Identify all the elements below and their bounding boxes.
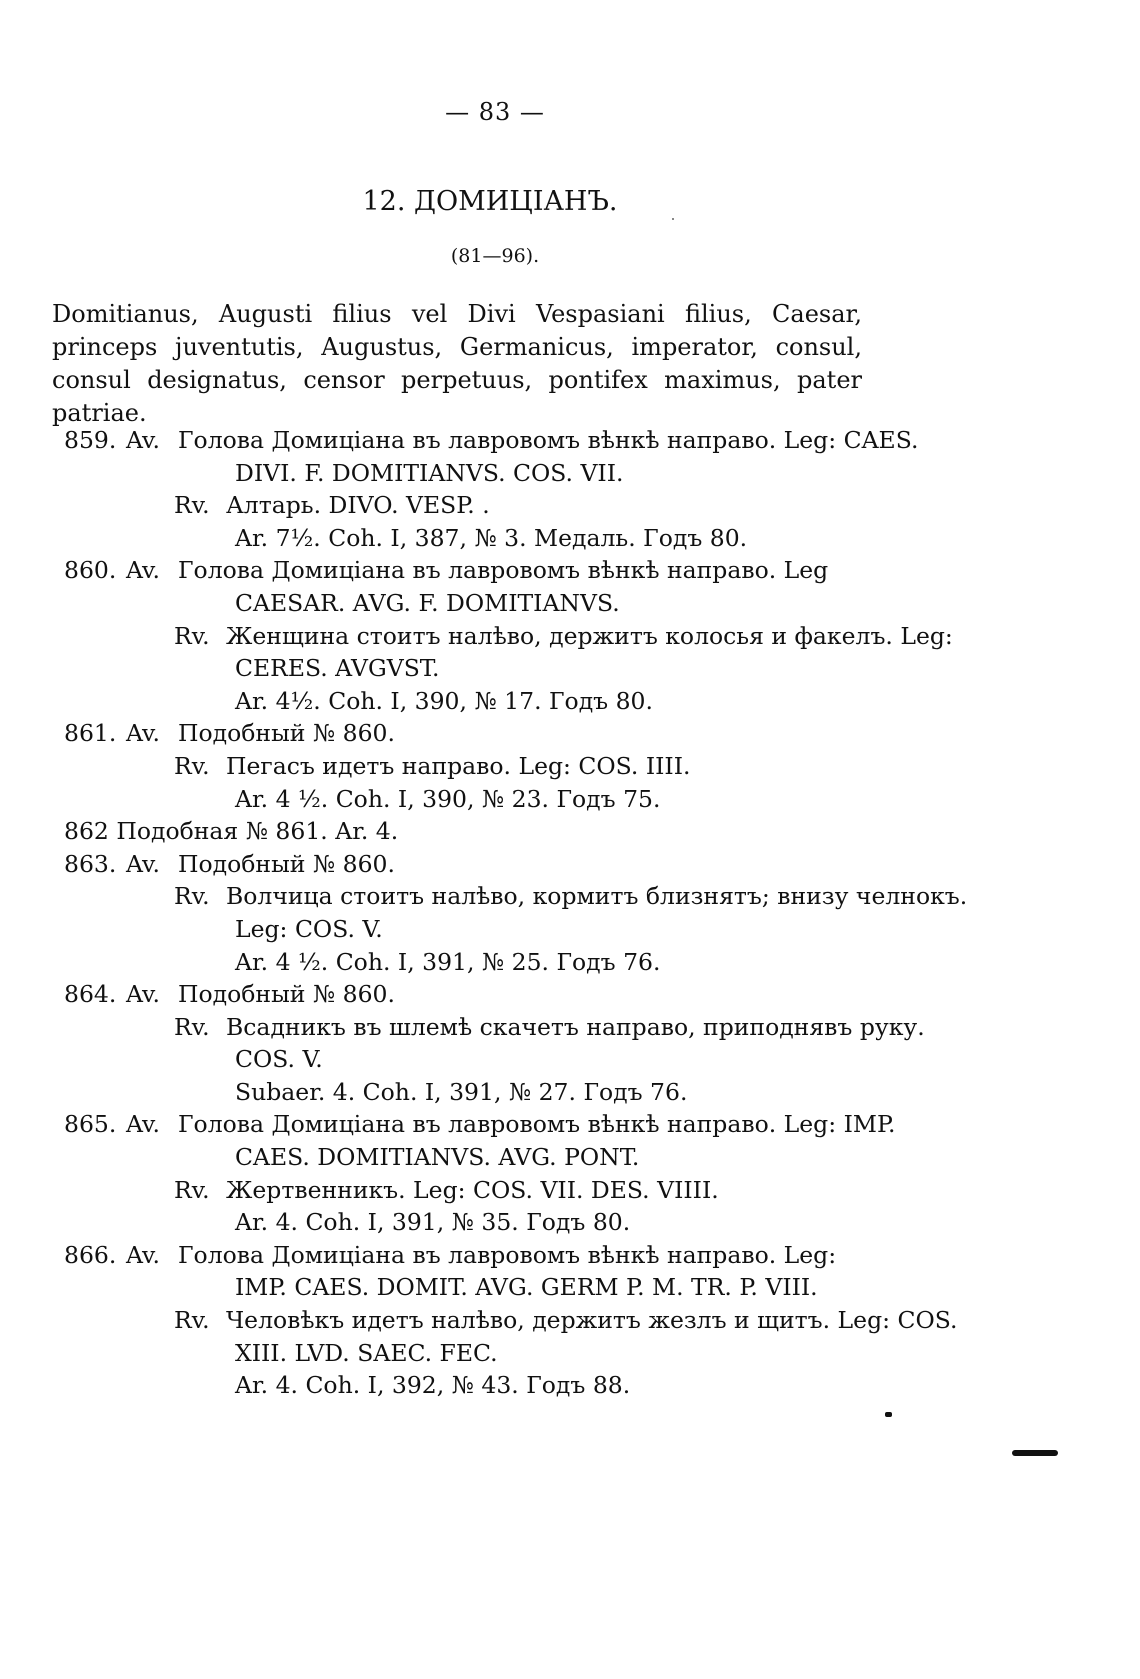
obverse-label: Av. — [126, 849, 160, 878]
reverse-description-continued: CERES. AVGVST. — [235, 654, 440, 683]
entry-number: 861. — [64, 719, 117, 748]
catalogue-entry-865 — [52, 1108, 896, 1141]
metal-reference: Ar. 4. Coh. I, 392, № 43. Годъ 88. — [235, 1371, 631, 1400]
reverse-label: Rv. — [174, 621, 210, 650]
metal-reference: Ar. 4. Coh. I, 391, № 35. Годъ 80. — [235, 1208, 631, 1237]
catalogue-entry-863 — [52, 848, 872, 881]
obverse-description: Голова Домиціана въ лавровомъ вѣнкѣ направо. Leg: — [178, 1240, 837, 1269]
reverse-line — [52, 750, 872, 783]
entry-number: 865. — [64, 1110, 117, 1139]
obverse-description: Подобный № 860. — [178, 719, 395, 748]
entry-number: 863. — [64, 849, 117, 878]
reverse-description: Волчица стоитъ налѣво, кормитъ близнятъ; внизу челнокъ. — [226, 882, 968, 911]
catalogue-entry-864 — [52, 978, 872, 1011]
catalogue-entry-859 — [52, 424, 919, 457]
titles-paragraph: Domitianus, Augusti filius vel Divi Vespasiani filius, Caesar, princeps juventutis, Augustus, Germanicus, imperator, consul, consul designatus, censor perpetuus, pontifex maximus, pater patriae. — [52, 300, 862, 427]
reverse-label: Rv. — [174, 1306, 210, 1335]
reverse-line — [52, 489, 872, 522]
obverse-label: Av. — [126, 980, 160, 1009]
entry-number: 860. — [64, 556, 117, 585]
reverse-description-continued: COS. V. — [235, 1045, 323, 1074]
ink-dot — [885, 1412, 892, 1417]
catalogue-entry-862 — [52, 815, 872, 848]
reverse-line — [52, 880, 968, 913]
obverse-description: Подобный № 860. — [178, 980, 395, 1009]
obverse-description: Подобный № 860. — [178, 849, 395, 878]
obverse-label: Av. — [126, 1240, 160, 1269]
reverse-description: Женщина стоитъ налѣво, держитъ колосья и факелъ. Leg: — [226, 621, 953, 650]
reverse-description-continued: XIII. LVD. SAEC. FEC. — [235, 1338, 498, 1367]
obverse-label: Av. — [126, 556, 160, 585]
reverse-line — [52, 1011, 925, 1044]
metal-reference: Ar. 4½. Coh. I, 390, № 17. Годъ 80. — [235, 686, 653, 715]
catalogue-entry-861 — [52, 717, 872, 750]
chapter-title: 12. ДОМИЦІАНЪ. — [362, 186, 618, 217]
metal-reference: Subaer. 4. Coh. I, 391, № 27. Годъ 76. — [235, 1077, 688, 1106]
coin-catalogue — [52, 424, 968, 1402]
reverse-label: Rv. — [174, 1012, 210, 1041]
metal-reference: Ar. 7½. Coh. I, 387, № 3. Медаль. Годъ 80. — [235, 523, 748, 552]
obverse-description-continued: IMP. CAES. DOMIT. AVG. GERM P. M. TR. P. VIII. — [235, 1273, 818, 1302]
reign-dates: (81—96). — [450, 245, 540, 267]
entry-text: Подобная № 861. Ar. 4. — [116, 817, 399, 846]
entry-number: 862 — [64, 817, 109, 846]
reverse-label: Rv. — [174, 751, 210, 780]
obverse-label: Av. — [126, 426, 160, 454]
metal-reference: Ar. 4 ½. Coh. I, 390, № 23. Годъ 75. — [235, 784, 661, 813]
reverse-description: Жертвенникъ. Leg: COS. VII. DES. VIIII. — [226, 1175, 719, 1204]
paper-speck — [672, 218, 674, 220]
reverse-description: Всадникъ въ шлемѣ скачетъ направо, приподнявъ руку. — [226, 1012, 925, 1041]
obverse-description-continued: CAES. DOMITIANVS. AVG. PONT. — [235, 1143, 640, 1172]
reverse-description: Человѣкъ идетъ налѣво, держитъ жезлъ и щитъ. Leg: COS. — [226, 1306, 958, 1335]
entry-number: 859. — [64, 426, 117, 454]
obverse-description: Голова Домиціана въ лавровомъ вѣнкѣ направо. Leg: CAES. — [178, 426, 919, 454]
obverse-label: Av. — [126, 719, 160, 748]
obverse-description-continued: CAESAR. AVG. F. DOMITIANVS. — [235, 588, 620, 617]
reverse-label: Rv. — [174, 1175, 210, 1204]
ink-dash — [1012, 1450, 1058, 1456]
reverse-label: Rv. — [174, 491, 210, 520]
reverse-description: Пегасъ идетъ направо. Leg: COS. IIII. — [226, 751, 691, 780]
obverse-description-continued: DIVI. F. DOMITIANVS. COS. VII. — [235, 458, 624, 487]
reverse-line — [52, 1304, 958, 1337]
reverse-description: Алтарь. DIVO. VESP. . — [226, 491, 490, 520]
metal-reference: Ar. 4 ½. Coh. I, 391, № 25. Годъ 76. — [235, 947, 661, 976]
reverse-line — [52, 620, 953, 653]
page-number: — 83 — — [445, 98, 545, 126]
reverse-description-continued: Leg: COS. V. — [235, 914, 383, 943]
reverse-label: Rv. — [174, 882, 210, 911]
obverse-description: Голова Домиціана въ лавровомъ вѣнкѣ направо. Leg — [178, 556, 829, 585]
entry-number: 864. — [64, 980, 117, 1009]
reverse-line — [52, 1174, 872, 1207]
entry-number: 866. — [64, 1240, 117, 1269]
catalogue-entry-866 — [52, 1239, 872, 1272]
obverse-description: Голова Домиціана въ лавровомъ вѣнкѣ направо. Leg: IMP. — [178, 1110, 896, 1139]
obverse-label: Av. — [126, 1110, 160, 1139]
catalogue-entry-860 — [52, 554, 872, 587]
